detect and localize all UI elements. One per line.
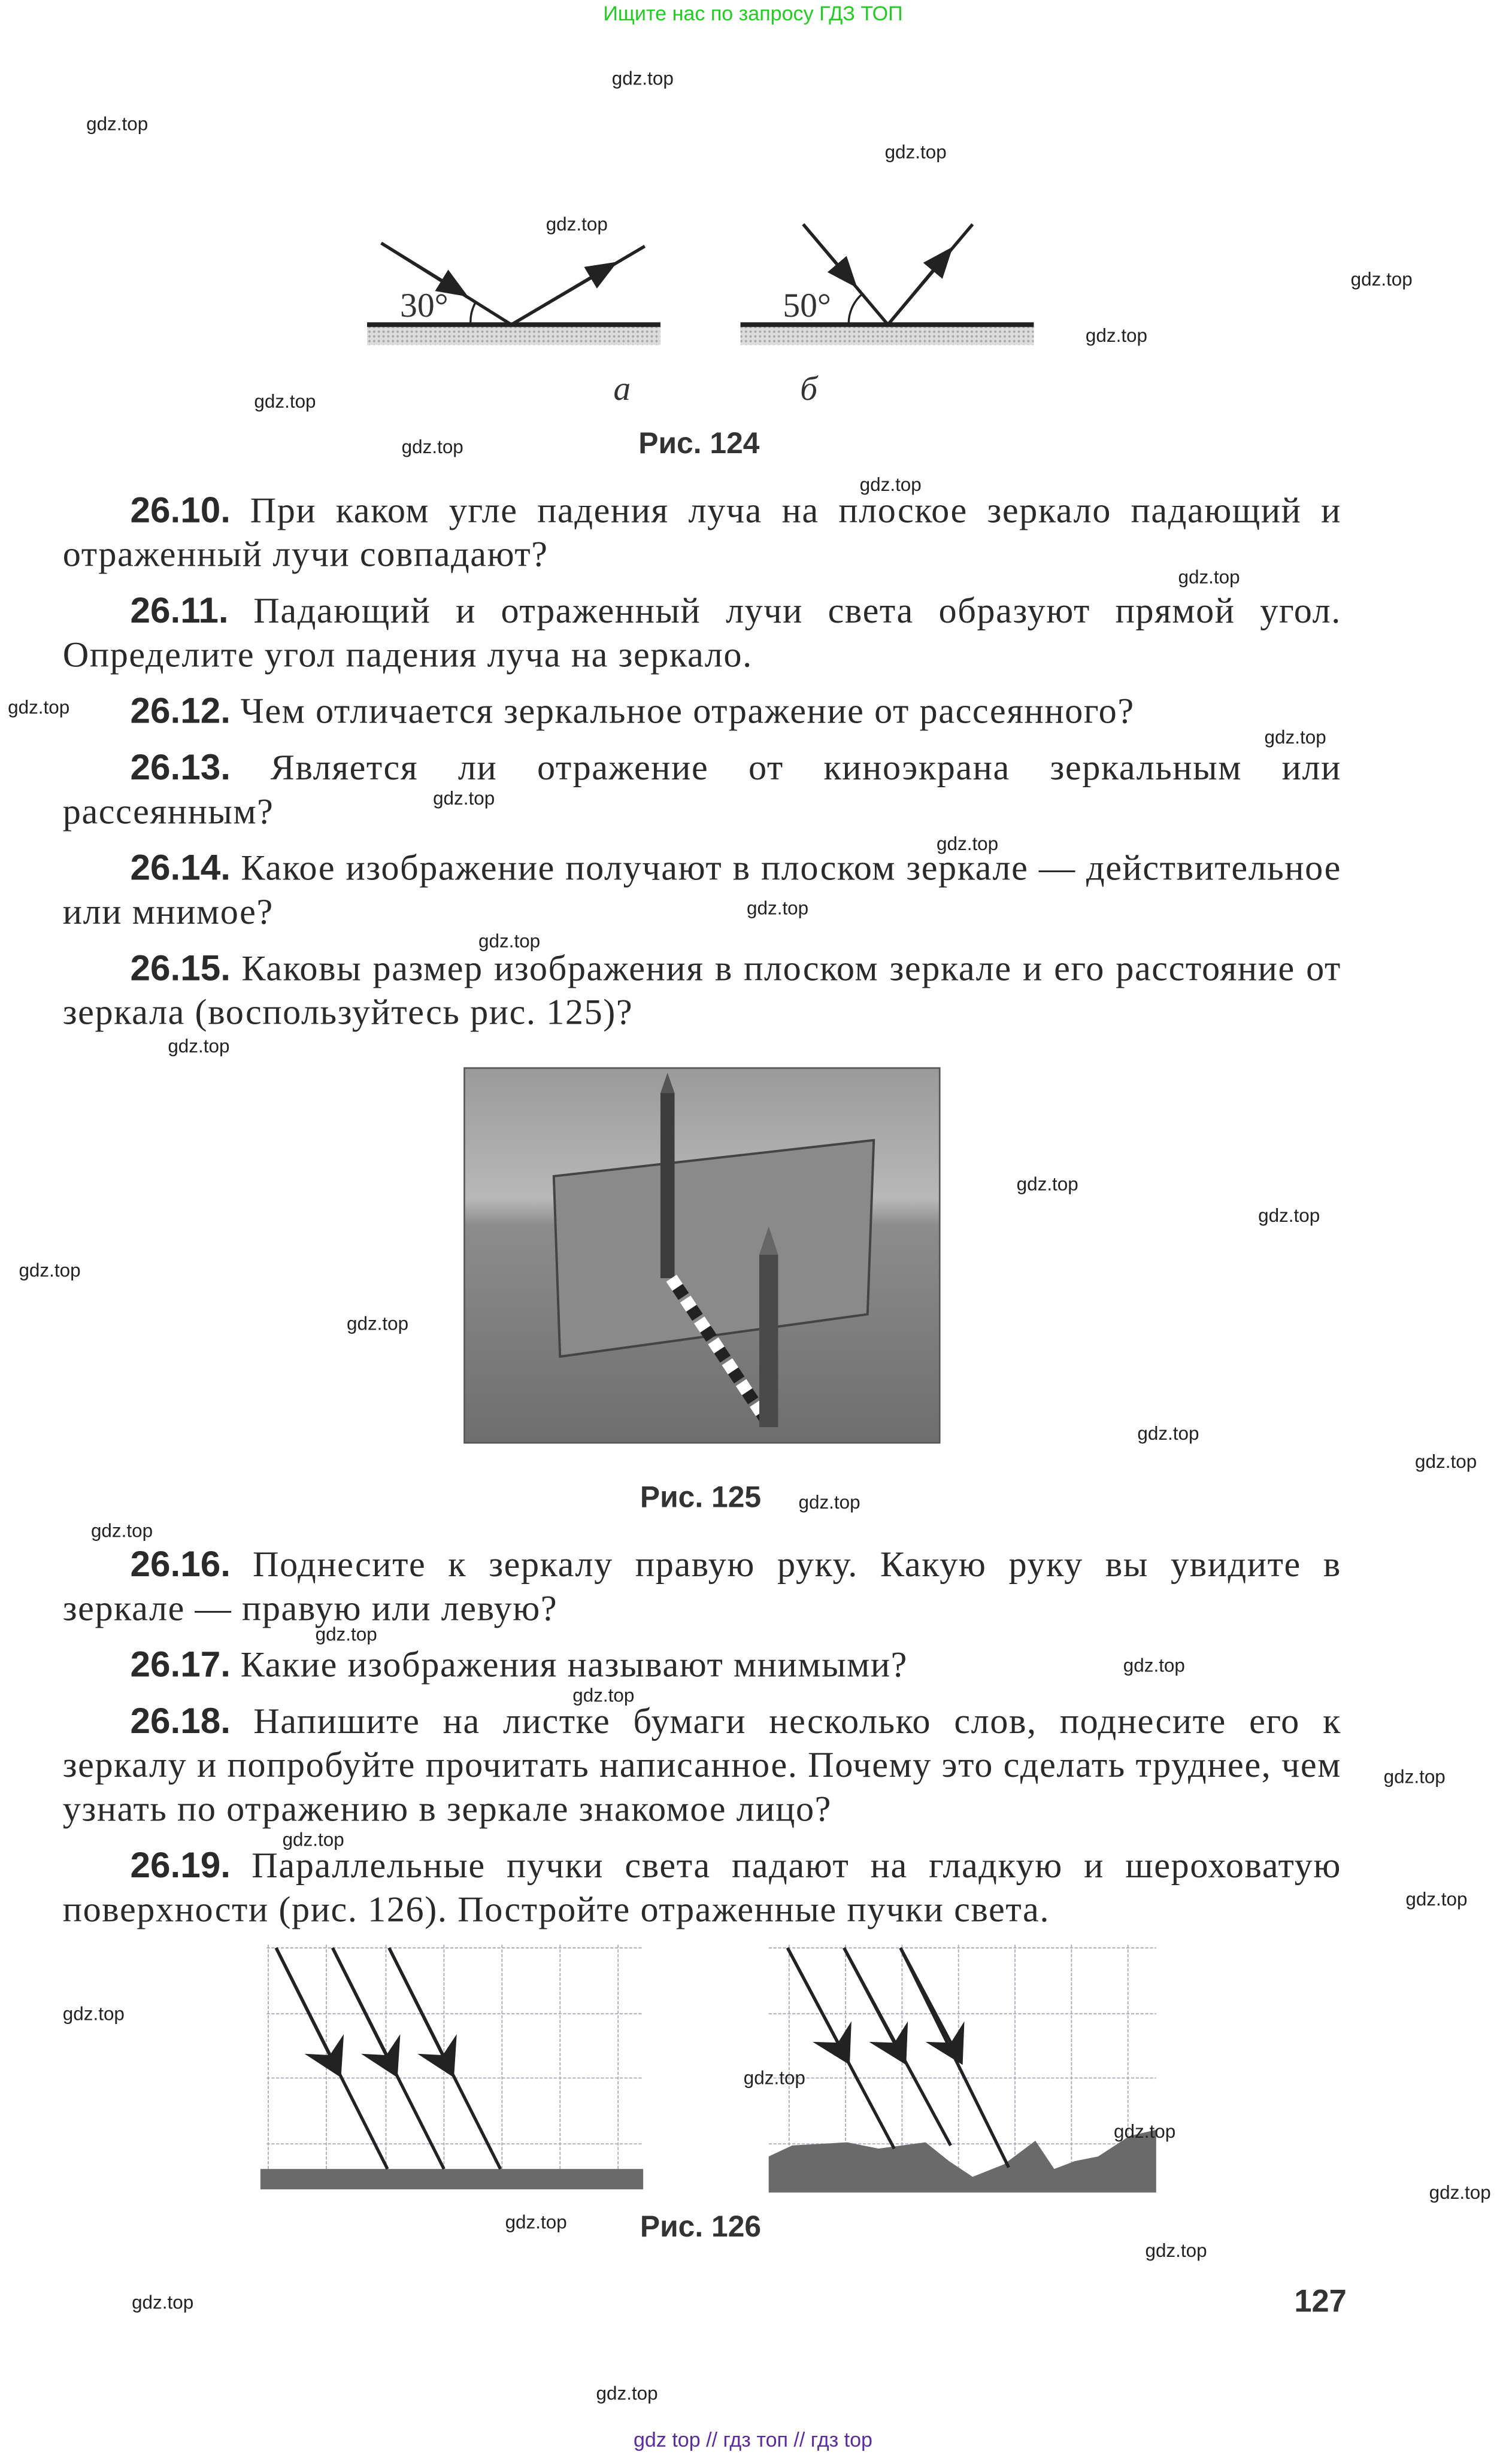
watermark: gdz.top	[505, 2211, 567, 2234]
watermark: gdz.top	[433, 787, 495, 809]
watermark: gdz.top	[1016, 1173, 1078, 1195]
watermark: gdz.top	[572, 1684, 635, 1707]
watermark: gdz.top	[132, 2291, 194, 2314]
watermark: gdz.top	[19, 1259, 81, 1282]
question-text: Чем отличается зеркальное отражение от рассеянного?	[230, 691, 1135, 731]
question-text: Параллельные пучки света падают на гладкую и шероховатую поверхности (рис. 126). Постройте отраженные пучки света.	[62, 1846, 1341, 1929]
watermark: gdz.top	[747, 897, 809, 920]
watermark: gdz.top	[1383, 1765, 1446, 1788]
watermark: gdz.top	[884, 141, 947, 163]
question-text: Какие изображения называют мнимыми?	[230, 1645, 908, 1685]
question-text: Является ли отражение от киноэкрана зеркальным или рассеянным?	[62, 748, 1341, 832]
question-number: 26.12.	[130, 690, 231, 731]
watermark: gdz.top	[8, 696, 70, 718]
watermark: gdz.top	[346, 1312, 409, 1335]
watermark: gdz.top	[168, 1035, 230, 1057]
watermark: gdz.top	[1258, 1204, 1320, 1227]
smooth-surface-grid	[266, 1945, 643, 2188]
question-text: Поднесите к зеркалу правую руку. Какую руку вы увидите в зеркале — правую или левую?	[62, 1544, 1341, 1628]
angle-label-a: 30°	[400, 285, 449, 325]
watermark: gdz.top	[1429, 2181, 1491, 2204]
watermark: gdz.top	[798, 1491, 860, 1514]
watermark: gdz.top	[62, 2002, 125, 2025]
watermark: gdz.top	[1085, 324, 1148, 347]
footer-links[interactable]: gdz top // гдз топ // гдз top	[633, 2427, 873, 2451]
watermark: gdz.top	[859, 474, 922, 496]
watermark: gdz.top	[90, 1519, 153, 1542]
question-number: 26.15.	[130, 947, 231, 988]
page-number: 127	[1294, 2285, 1347, 2320]
watermark: gdz.top	[1114, 2120, 1176, 2143]
watermark: gdz.top	[401, 436, 463, 458]
subfigure-label-b: б	[800, 368, 818, 408]
watermark: gdz.top	[743, 2067, 805, 2089]
question-number: 26.13.	[130, 747, 231, 788]
question-number: 26.18.	[130, 1700, 231, 1741]
watermark: gdz.top	[1145, 2240, 1207, 2262]
watermark: gdz.top	[611, 67, 674, 90]
figure-124-caption: Рис. 124	[638, 428, 760, 462]
question-number: 26.11.	[130, 590, 229, 631]
watermark: gdz.top	[1178, 566, 1240, 588]
question-number: 26.17.	[130, 1643, 231, 1685]
angle-label-b: 50°	[783, 285, 832, 325]
smooth-surface	[260, 2169, 643, 2189]
figure-126-caption: Рис. 126	[640, 2211, 762, 2244]
smooth-rays	[276, 1948, 501, 2169]
watermark: gdz.top	[1123, 1654, 1185, 1677]
figure-125-caption: Рис. 125	[640, 1482, 762, 1515]
question-text: Какое изображение получают в плоском зеркале — действительное или мнимое?	[62, 848, 1341, 932]
watermark: gdz.top	[1405, 1888, 1468, 1910]
watermark: gdz.top	[86, 113, 149, 135]
rough-rays	[787, 1948, 1008, 2168]
watermark: gdz.top	[546, 213, 608, 235]
question-number: 26.14.	[130, 846, 231, 888]
watermark: gdz.top	[282, 1828, 344, 1851]
header-banner[interactable]: Ищите нас по запросу ГДЗ ТОП	[603, 1, 903, 25]
question-number: 26.19.	[130, 1844, 231, 1885]
question-number: 26.10.	[130, 489, 231, 530]
watermark: gdz.top	[937, 833, 999, 855]
watermark: gdz.top	[1350, 268, 1413, 290]
question-text: Напишите на листке бумаги несколько слов, поднесите его к зеркалу и попробуйте прочитать написанное. Почему это сделать труднее, чем узнать по отражению в зеркале знакомое лицо?	[62, 1701, 1341, 1829]
question-text: При каком угле падения луча на плоское зеркало падающий и отраженный лучи совпадают?	[62, 490, 1341, 574]
question-text: Каковы размер изображения в плоском зеркале и его расстояние от зеркала (воспользуйтесь рис. 125)?	[62, 948, 1341, 1032]
watermark: gdz.top	[1264, 726, 1326, 748]
watermark: gdz.top	[596, 2382, 658, 2405]
watermark: gdz.top	[254, 390, 316, 413]
question-text: Падающий и отраженный лучи света образуют прямой угол. Определите угол падения луча на зеркало.	[62, 591, 1341, 675]
question-number: 26.16.	[130, 1543, 231, 1584]
subfigure-label-a: а	[613, 368, 631, 408]
watermark: gdz.top	[1415, 1451, 1477, 1473]
watermark: gdz.top	[1137, 1422, 1199, 1445]
rough-surface	[769, 2130, 1156, 2193]
watermark: gdz.top	[478, 930, 541, 952]
watermark: gdz.top	[315, 1623, 377, 1646]
